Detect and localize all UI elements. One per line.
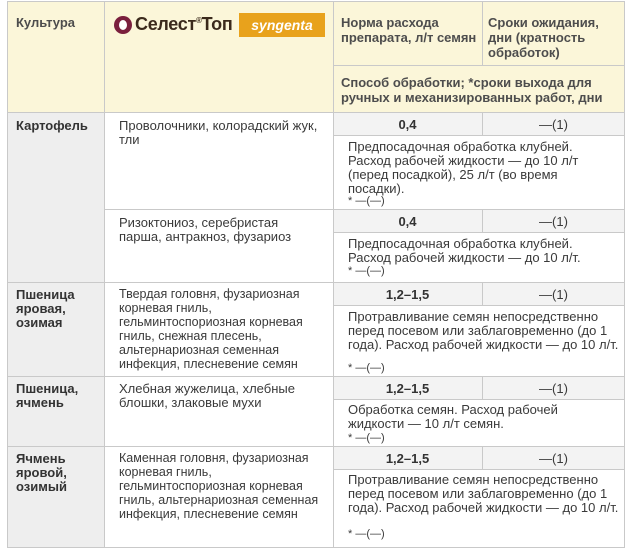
crop-label: Пшеница яровая, озимая [16, 287, 75, 330]
rate-value: 0,4 [398, 214, 417, 229]
pest-text: Проволочники, колорадский жук, тли [119, 118, 318, 147]
rate-value: 1,2–1,5 [385, 451, 430, 466]
method-text: Предпосадочная обработка клубней. Расход рабочей жидкости — до 10 л/т. [348, 236, 581, 265]
pest-text: Каменная головня, фузариозная корневая гниль, гельминтоспориозная корневая гниль, альтернариозная семенная инфекция, плесневение семян [119, 451, 319, 521]
wait-value: —(1) [539, 214, 568, 229]
header-culture-label: Культура [16, 15, 76, 30]
method-text: Предпосадочная обработка клубней. Расход рабочей жидкости — до 10 л/т (перед посадкой), 25 л/т (во время посадки). [348, 139, 579, 196]
header-wait-label: Сроки ожидания, дни (кратность обработок) [488, 15, 599, 60]
method-text: Обработка семян. Расход рабочей жидкости — 10 л/т семян. [348, 402, 558, 431]
pest-text: Твердая головня, фузариозная корневая гниль, гельминтоспориозная корневая гниль, снежная плесень, альтернариозная семенная инфекция, плесневение семян [119, 287, 303, 371]
header-method-label: Способ обработки; *сроки выхода для ручных и механизированных работ, дни [341, 75, 603, 105]
method-text: Протравливание семян непосредственно перед посевом или заблаговременно (до 1 года). Расход рабочей жидкости — до 10 л/т. [348, 472, 619, 515]
method-star: * —(—) [348, 265, 385, 277]
method-star: * —(—) [348, 362, 385, 374]
crop-label: Пшеница, ячмень [16, 381, 79, 410]
pest-text: Ризоктониоз, серебристая парша, антракноз, фузариоз [119, 215, 292, 244]
crop-cell-potato [7, 112, 104, 282]
logo-sup: ® [196, 16, 202, 25]
method-star: * —(—) [348, 432, 385, 444]
selest-logo-icon [114, 16, 132, 34]
logo-text-main: Селест [135, 14, 197, 34]
crop-label: Ячмень яровой, озимый [16, 451, 67, 494]
pest-text: Хлебная жужелица, хлебные блошки, злаковые мухи [119, 381, 295, 410]
pesticide-table [7, 1, 625, 548]
method-star: * —(—) [348, 195, 385, 207]
wait-value: —(1) [539, 287, 568, 302]
method-star: * —(—) [348, 528, 385, 540]
header-rate-label: Норма расхода препарата, л/т семян [341, 15, 477, 45]
wait-value: —(1) [539, 117, 568, 132]
crop-label: Картофель [16, 118, 88, 133]
rate-value: 1,2–1,5 [385, 381, 430, 396]
rate-value: 0,4 [398, 117, 417, 132]
wait-value: —(1) [539, 451, 568, 466]
selest-logo-text [135, 14, 232, 35]
wait-value: —(1) [539, 381, 568, 396]
syngenta-logo: syngenta [239, 13, 325, 37]
method-text: Протравливание семян непосредственно перед посевом или заблаговременно (до 1 года). Расход рабочей жидкости — до 10 л/т. [348, 309, 619, 352]
rate-value: 1,2–1,5 [385, 287, 430, 302]
logo-text-suffix: Топ [201, 14, 233, 34]
